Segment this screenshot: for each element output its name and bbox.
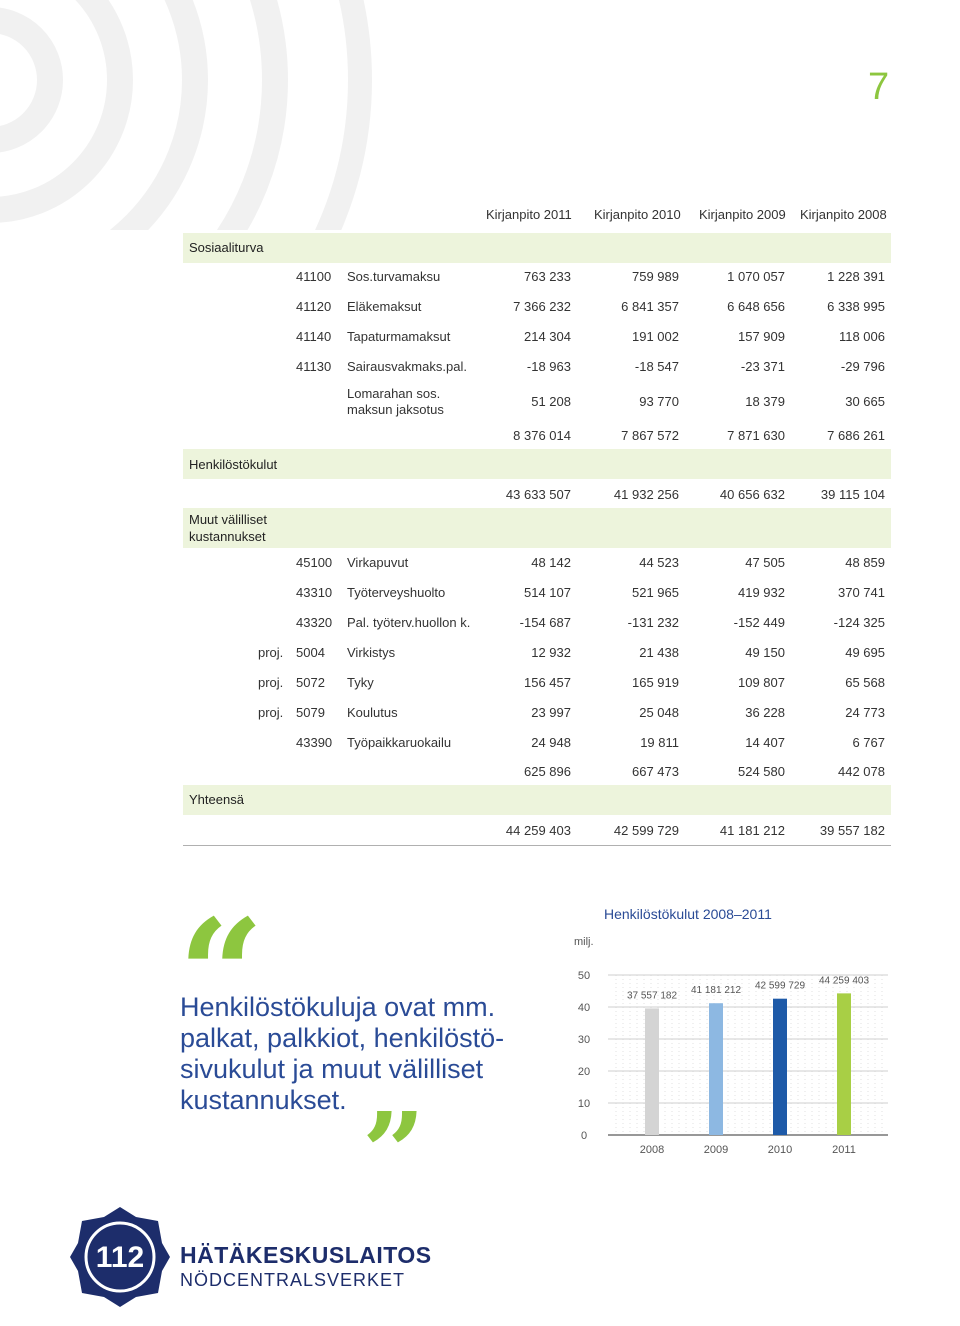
x-tick-label: 2009 <box>703 1144 729 1156</box>
section-title-muut-line1: Muut välilliset <box>189 512 268 527</box>
account-code: 45100 <box>296 555 333 570</box>
logo-number: 112 <box>95 1241 145 1274</box>
section-title-sosiaaliturva: Sosiaaliturva <box>189 240 264 255</box>
brand-name-fi: HÄTÄKESKUSLAITOS <box>180 1242 432 1268</box>
bar-data-label: 42 599 729 <box>754 980 806 992</box>
grand-total-2011: 44 259 403 <box>505 823 571 838</box>
value-2011: 763 233 <box>524 269 571 284</box>
total-2009: 524 580 <box>738 764 785 779</box>
x-tick-label: 2008 <box>639 1144 665 1156</box>
open-quote-mark: “ <box>178 887 265 1063</box>
hatakeskuslaitos-logo <box>68 1205 172 1309</box>
x-tick-label: 2011 <box>832 1144 856 1156</box>
column-header-2011: Kirjanpito 2011 <box>486 207 572 222</box>
value-2008: 6 338 995 <box>827 299 885 314</box>
brand-name-sv: NÖDCENTRALSVERKET <box>180 1270 406 1290</box>
value-2011: 48 142 <box>531 555 571 570</box>
bar-2008 <box>645 1008 659 1135</box>
y-tick-label: 50 <box>577 970 591 982</box>
value-2011: -18 963 <box>526 359 571 374</box>
value-2009: 47 505 <box>745 555 785 570</box>
account-code: 43390 <box>296 735 333 750</box>
grand-total-2010: 42 599 729 <box>613 823 679 838</box>
value-2008: -29 796 <box>840 359 885 374</box>
account-label: Tapaturmamaksut <box>347 329 451 344</box>
bar-data-label: 41 181 212 <box>690 985 742 997</box>
value-2011: 514 107 <box>524 585 571 600</box>
total-2009: 7 871 630 <box>727 428 785 443</box>
total-2011: 625 896 <box>524 764 571 779</box>
decorative-arcs <box>0 0 420 230</box>
value-2010: 165 919 <box>632 675 679 690</box>
personnel-costs-chart <box>550 895 900 1165</box>
value-2010: 19 811 <box>640 735 679 750</box>
account-label: Työterveyshuolto <box>347 585 446 600</box>
account-code: 5079 <box>296 705 325 720</box>
proj-label: proj. <box>258 645 284 660</box>
value-2011: -154 687 <box>519 615 571 630</box>
total-2008: 7 686 261 <box>827 428 885 443</box>
section-band-yhteensa <box>183 785 891 815</box>
value-2010: 6 841 357 <box>621 299 679 314</box>
value-2011: 7 366 232 <box>513 299 571 314</box>
total-2011: 43 633 507 <box>505 487 571 502</box>
bar-2009 <box>709 1003 723 1135</box>
value-2011: 12 932 <box>531 645 571 660</box>
value-2010: 25 048 <box>639 705 679 720</box>
account-code: 43320 <box>296 615 333 630</box>
bar-2011 <box>837 993 851 1135</box>
value-2009: 49 150 <box>745 645 785 660</box>
value-2010: -131 232 <box>627 615 679 630</box>
value-2009: -23 371 <box>740 359 785 374</box>
chart-ylabel: milj. <box>574 936 594 948</box>
value-2010: -18 547 <box>634 359 679 374</box>
y-tick-label: 20 <box>577 1066 591 1078</box>
account-label-line2: maksun jaksotus <box>347 402 444 417</box>
section-title-yhteensa: Yhteensä <box>189 792 244 807</box>
value-2010: 21 438 <box>639 645 679 660</box>
account-code: 41120 <box>296 299 332 314</box>
column-header-2009: Kirjanpito 2009 <box>699 207 786 222</box>
account-label: Virkapuvut <box>347 555 409 570</box>
section-band-muut <box>183 508 891 548</box>
account-label: Sos.turvamaksu <box>347 269 441 284</box>
account-code: 5004 <box>296 645 325 660</box>
table-bottom-rule <box>183 845 891 846</box>
value-2008: 65 568 <box>845 675 885 690</box>
account-code: 43310 <box>296 585 333 600</box>
account-label: Lomarahan sos. <box>347 386 441 401</box>
section-title-henkilostokulut: Henkilöstökulut <box>189 457 278 472</box>
value-2008: -124 325 <box>833 615 885 630</box>
value-2009: 109 807 <box>738 675 785 690</box>
value-2009: -152 449 <box>733 615 785 630</box>
value-2008: 48 859 <box>845 555 885 570</box>
y-tick-label: 0 <box>580 1130 588 1142</box>
total-2011: 8 376 014 <box>513 428 571 443</box>
value-2011: 24 948 <box>531 735 571 750</box>
account-label: Virkistys <box>347 645 396 660</box>
quote-text: Henkilöstökuluja ovat mm. palkat, palkkiot, henkilöstö-sivukulut ja muut välilliset kustannukset. <box>180 992 505 1115</box>
value-2010: 44 523 <box>639 555 679 570</box>
value-2008: 118 006 <box>838 329 885 344</box>
value-2009: 6 648 656 <box>727 299 785 314</box>
account-label: Työpaikkaruokailu <box>347 735 452 750</box>
column-header-2010: Kirjanpito 2010 <box>594 207 681 222</box>
account-label: Koulutus <box>347 705 398 720</box>
value-2009: 36 228 <box>745 705 785 720</box>
value-2008: 24 773 <box>845 705 885 720</box>
close-quote-mark: ” <box>362 1088 426 1217</box>
value-2009: 157 909 <box>738 329 785 344</box>
grand-total-2008: 39 557 182 <box>819 823 885 838</box>
value-2009: 419 932 <box>738 585 785 600</box>
account-code: 41140 <box>296 329 332 344</box>
account-code: 41100 <box>296 269 332 284</box>
section-band-henkilostokulut <box>183 449 891 479</box>
total-2010: 667 473 <box>632 764 679 779</box>
y-tick-label: 10 <box>577 1098 591 1110</box>
account-code: 5072 <box>296 675 325 690</box>
value-2008: 30 665 <box>845 394 885 409</box>
value-2008: 49 695 <box>845 645 885 660</box>
value-2010: 759 989 <box>632 269 679 284</box>
value-2010: 521 965 <box>632 585 679 600</box>
total-2010: 7 867 572 <box>621 428 679 443</box>
total-2008: 39 115 104 <box>820 487 885 502</box>
chart-title: Henkilöstökulut 2008–2011 <box>604 906 772 922</box>
y-tick-label: 30 <box>577 1034 591 1046</box>
grand-total-2009: 41 181 212 <box>719 823 785 838</box>
value-2010: 93 770 <box>639 394 679 409</box>
value-2009: 18 379 <box>745 394 785 409</box>
bar-data-label: 44 259 403 <box>818 975 870 987</box>
proj-label: proj. <box>258 675 284 690</box>
account-code: 41130 <box>296 359 332 374</box>
value-2011: 23 997 <box>531 705 571 720</box>
value-2011: 156 457 <box>524 675 571 690</box>
value-2008: 1 228 391 <box>827 269 885 284</box>
bar-2010 <box>773 999 787 1135</box>
account-label: Eläkemaksut <box>347 299 422 314</box>
account-label: Sairausvakmaks.pal. <box>347 359 467 374</box>
account-label: Tyky <box>347 675 374 690</box>
bar-data-label: 37 557 182 <box>626 990 678 1002</box>
proj-label: proj. <box>258 705 284 720</box>
total-2010: 41 932 256 <box>613 487 679 502</box>
y-tick-label: 40 <box>577 1002 591 1014</box>
section-band-sosiaaliturva <box>183 233 891 263</box>
value-2010: 191 002 <box>632 329 679 344</box>
value-2011: 51 208 <box>531 394 571 409</box>
total-2009: 40 656 632 <box>719 487 785 502</box>
value-2011: 214 304 <box>524 329 571 344</box>
value-2009: 1 070 057 <box>727 269 785 284</box>
value-2008: 370 741 <box>838 585 885 600</box>
total-2008: 442 078 <box>838 764 885 779</box>
x-tick-label: 2010 <box>767 1144 793 1156</box>
page-number: 7 <box>868 66 890 108</box>
section-title-muut-line2: kustannukset <box>189 529 266 544</box>
value-2009: 14 407 <box>745 735 785 750</box>
value-2008: 6 767 <box>852 735 885 750</box>
account-label: Pal. työterv.huollon k. <box>347 615 471 630</box>
column-header-2008: Kirjanpito 2008 <box>800 207 887 222</box>
